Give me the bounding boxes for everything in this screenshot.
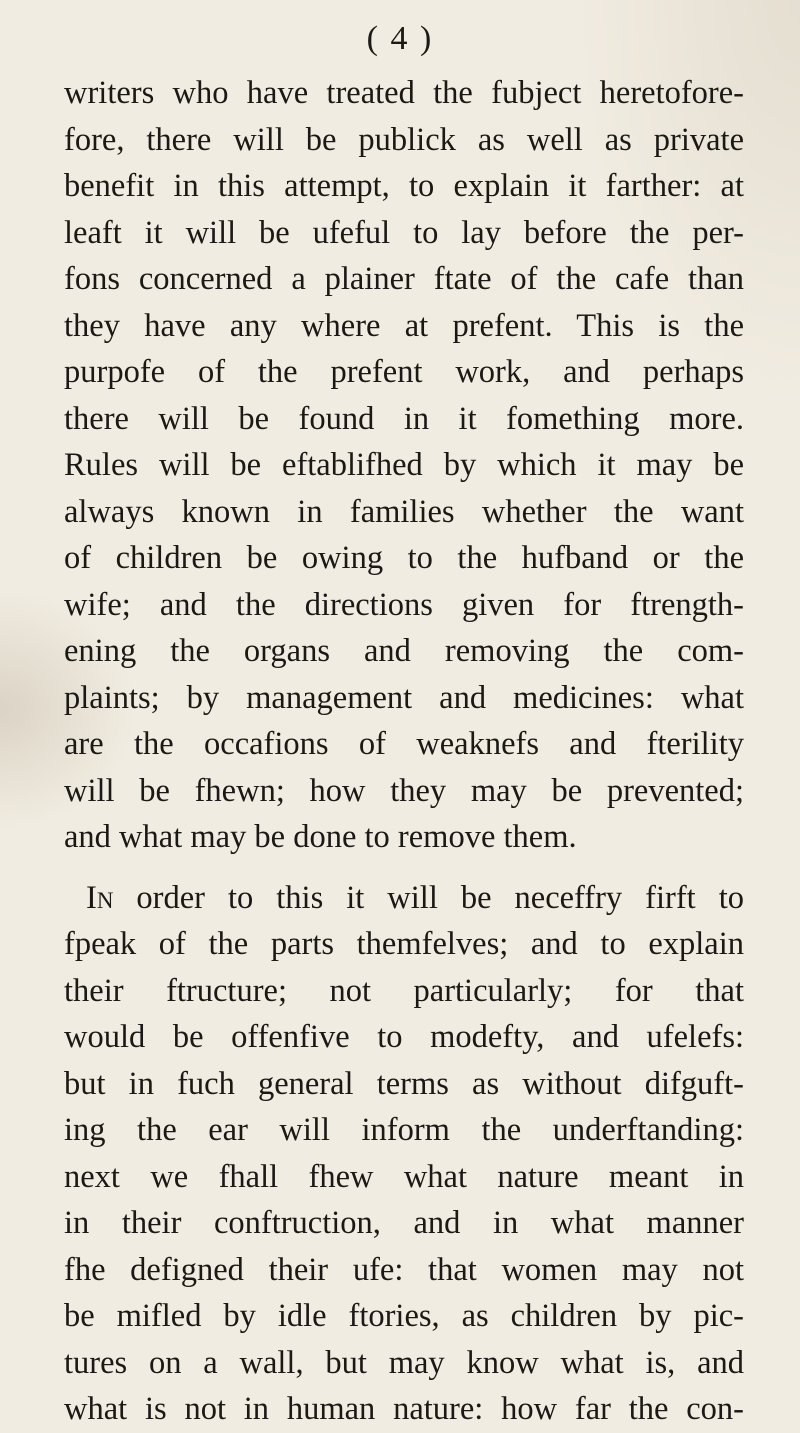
first-line-rest: order to this it will be neceffry firft to [113,879,744,916]
paragraph-gap [64,861,744,875]
text-line: ing the ear will inform the underftanding: [64,1112,744,1148]
page-number: ( 4 ) [366,20,434,57]
text-line: will be fhewn; how they may be prevented; [64,772,744,809]
text-line: always known in families whether the want [64,493,744,530]
text-line: but in fuch general terms as without difguft- [64,1065,744,1102]
text-line: fons concerned a plainer ftate of the cafe than [64,261,744,297]
text-line: Rules will be eftablifhed by which it may be [64,447,744,483]
text-line: are the occafions of weaknefs and fterility [64,726,744,762]
text-line: what is not in human nature: how far the con- [64,1391,744,1427]
text-line: ening the organs and removing the com- [64,633,744,669]
text-line: writers who have treated the fubject heretofore- [64,75,744,111]
text-line: next we fhall fhew what nature meant in [64,1158,744,1195]
paragraph-initial-word: In [86,879,114,916]
text-line: they have any where at prefent. This is the [64,307,744,344]
text-line: purpofe of the prefent work, and perhaps [64,354,744,390]
body-text [64,70,744,1433]
paragraph-1 [64,70,744,861]
text-line: of children be owing to the hufband or the [64,540,744,576]
paragraph-2 [64,875,744,1433]
text-line: in their conftruction, and in what manner [64,1205,744,1241]
text-line: tures on a wall, but may know what is, and [64,1344,744,1381]
text-line: would be offenfive to modefty, and ufelefs: [64,1019,744,1055]
text-line: fpeak of the parts themfelves; and to explain [64,926,744,962]
text-line-first [64,875,744,922]
text-line: fhe defigned their ufe: that women may not [64,1251,744,1288]
text-line: fore, there will be publick as well as private [64,121,744,158]
text-line: and what may be done to remove them. [64,819,577,855]
text-line: benefit in this attempt, to explain it farther: at [64,168,744,204]
text-line: be mifled by idle ftories, as children by pic- [64,1298,744,1334]
text-line: plaints; by management and medicines: what [64,679,744,716]
text-line: leaft it will be ufeful to lay before the per- [64,214,744,251]
text-line: their ftructure; not particularly; for that [64,972,744,1009]
text-line: there will be found in it fomething more. [64,400,744,437]
text-line: wife; and the directions given for ftrength- [64,586,744,623]
